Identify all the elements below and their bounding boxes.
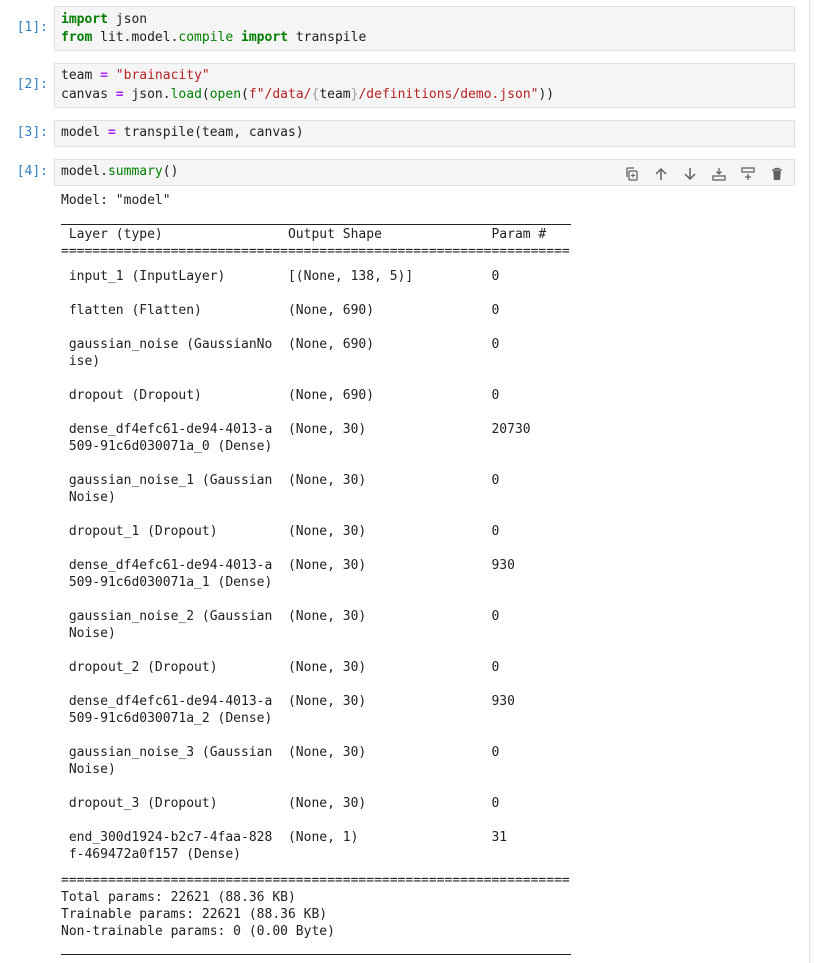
code-token: =: [115, 87, 124, 102]
code-line: [61, 11, 147, 29]
code-token: import: [241, 30, 288, 45]
layer-row: dropout_1 (Dropout) (None, 30) 0: [61, 524, 570, 539]
layer-row: dense_df4efc61-de94-4013-a (None, 30) 930: [61, 694, 570, 709]
cell-toolbar: [621, 162, 788, 186]
layer-row: flatten (Flatten) (None, 690) 0: [61, 303, 570, 318]
code-token: [108, 68, 116, 83]
summary-header: Layer (type) Output Shape Param #: [61, 227, 570, 242]
code-token: from: [61, 30, 93, 45]
code-token: compile: [178, 30, 234, 45]
non-trainable-params: Non-trainable params: 0 (0.00 Byte): [61, 924, 335, 939]
layer-row: 509-91c6d030071a_0 (Dense): [61, 439, 570, 454]
code-editor[interactable]: [54, 120, 795, 147]
trainable-params: Trainable params: 22621 (88.36 KB): [61, 907, 328, 922]
total-params: Total params: 22621 (88.36 KB): [61, 890, 296, 905]
code-line: [61, 86, 554, 104]
code-token: (): [162, 164, 179, 179]
duplicate-icon: [624, 166, 640, 182]
code-token: summary: [107, 164, 163, 179]
insert-below-button[interactable]: [737, 163, 759, 185]
layer-row: ise): [61, 354, 570, 369]
execution-count: [4]:: [16, 164, 48, 179]
layer-row: Noise): [61, 490, 570, 505]
layer-row: Noise): [61, 762, 570, 777]
code-line: [61, 124, 304, 142]
code-token: (: [201, 87, 210, 102]
code-token: lit.model.: [92, 30, 179, 45]
code-token: open: [209, 87, 242, 102]
summary-top-rule: [61, 224, 571, 225]
layer-row: dense_df4efc61-de94-4013-a (None, 30) 930: [61, 558, 570, 573]
code-token: transpile(team, canvas): [115, 125, 304, 140]
code-token: {: [311, 87, 320, 102]
insert-above-icon: [711, 166, 727, 182]
layer-row: gaussian_noise (GaussianNo (None, 690) 0: [61, 337, 570, 352]
layer-row: Noise): [61, 626, 570, 641]
code-token: [233, 30, 241, 45]
code-line: [61, 163, 178, 181]
move-down-icon: [682, 166, 698, 182]
layer-row: dropout (Dropout) (None, 690) 0: [61, 388, 570, 403]
summary-double-rule: =================================================================: [61, 873, 570, 888]
layer-row: gaussian_noise_3 (Gaussian (None, 30) 0: [61, 745, 570, 760]
code-token: json.: [123, 87, 171, 102]
code-token: /definitions/demo.json": [358, 87, 539, 102]
layer-row: gaussian_noise_1 (Gaussian (None, 30) 0: [61, 473, 570, 488]
code-token: transpile: [288, 30, 367, 45]
layer-row: dense_df4efc61-de94-4013-a (None, 30) 20730: [61, 422, 570, 437]
code-token: team: [61, 68, 101, 83]
layer-row: input_1 (InputLayer) [(None, 138, 5)] 0: [61, 269, 570, 284]
cell-output: [61, 192, 570, 939]
code-token: model.: [61, 164, 108, 179]
layer-row: end_300d1924-b2c7-4faa-828 (None, 1) 31: [61, 830, 570, 845]
duplicate-cell-button[interactable]: [621, 163, 643, 185]
delete-cell-button[interactable]: [766, 163, 788, 185]
code-token: =: [100, 68, 108, 83]
layer-row: 509-91c6d030071a_2 (Dense): [61, 711, 570, 726]
scrollbar[interactable]: [809, 0, 814, 963]
layer-row: dropout_3 (Dropout) (None, 30) 0: [61, 796, 570, 811]
move-down-button[interactable]: [679, 163, 701, 185]
code-editor[interactable]: [54, 159, 795, 186]
code-token: model: [61, 125, 108, 140]
model-name-line: Model: "model": [61, 193, 171, 208]
code-token: "brainacity": [115, 68, 210, 83]
code-editor[interactable]: [54, 6, 795, 51]
summary-bottom-rule: [61, 954, 571, 955]
summary-double-rule: =================================================================: [61, 244, 570, 259]
execution-count: [2]:: [16, 77, 48, 92]
code-editor[interactable]: [54, 63, 795, 108]
code-token: canvas: [61, 87, 116, 102]
code-token: )): [538, 87, 555, 102]
execution-count: [3]:: [16, 125, 48, 140]
execution-count: [1]:: [16, 20, 48, 35]
move-up-icon: [653, 166, 669, 182]
code-line: [61, 67, 210, 85]
code-token: }: [350, 87, 359, 102]
code-token: team: [319, 87, 351, 102]
layer-row: gaussian_noise_2 (Gaussian (None, 30) 0: [61, 609, 570, 624]
insert-below-icon: [740, 166, 756, 182]
layer-row: 509-91c6d030071a_1 (Dense): [61, 575, 570, 590]
code-token: import: [61, 12, 108, 27]
code-token: (: [241, 87, 249, 102]
move-up-button[interactable]: [650, 163, 672, 185]
code-token: =: [107, 125, 116, 140]
insert-above-button[interactable]: [708, 163, 730, 185]
code-token: load: [170, 87, 202, 102]
layer-row: dropout_2 (Dropout) (None, 30) 0: [61, 660, 570, 675]
code-line: [61, 29, 366, 47]
code-token: json: [107, 12, 148, 27]
code-token: f"/data/: [248, 87, 312, 102]
delete-icon: [769, 166, 785, 182]
layer-row: f-469472a0f157 (Dense): [61, 847, 570, 862]
